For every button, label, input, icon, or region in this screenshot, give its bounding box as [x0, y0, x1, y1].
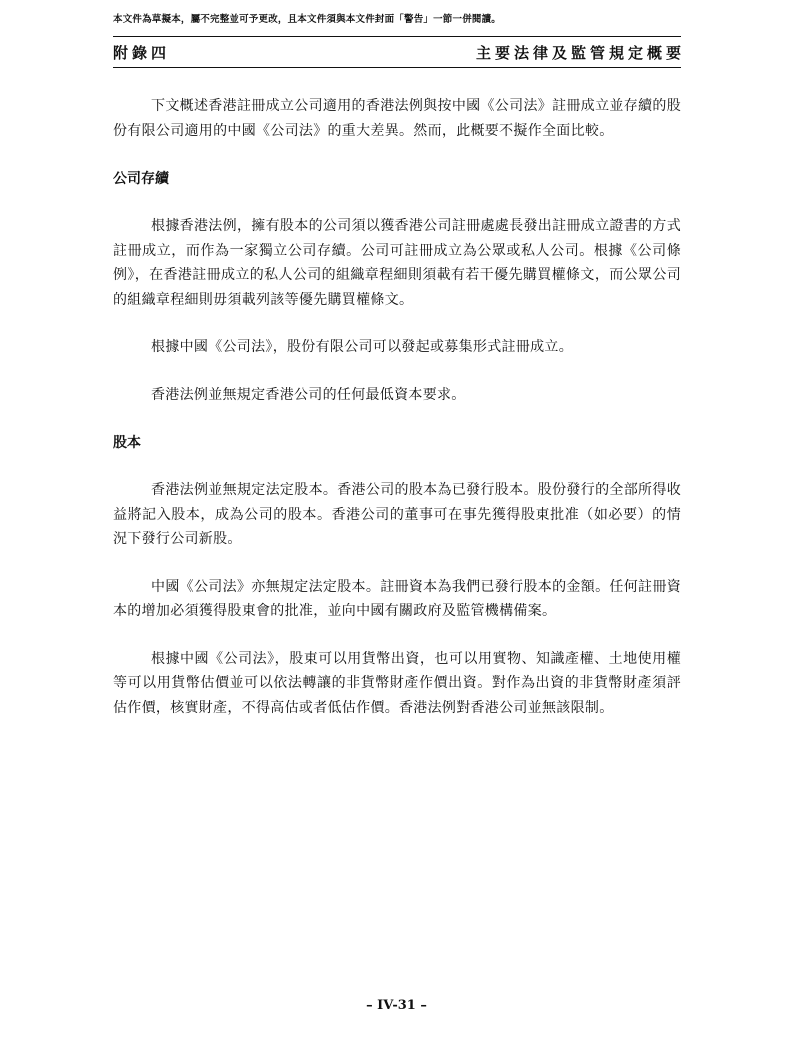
document-body: [113, 94, 681, 720]
draft-notice: 本文件為草擬本，屬不完整並可予更改，且本文件須與本文件封面「警告」一節一併閱讀。: [113, 14, 502, 25]
paragraph-company-existence-2: 根據中國《公司法》，股份有限公司可以發起或募集形式註冊成立。: [151, 339, 573, 355]
section-title-share-capital: 股本: [113, 435, 141, 451]
paragraph-share-capital-1: 香港法例並無規定法定股本。香港公司的股本為已發行股本。股份發行的全部所得收益將記入股本，成為公司的股本。香港公司的董事可在事先獲得股東批准（如必要）的情況下發行公司新股。: [113, 482, 681, 547]
paragraph-share-capital-3: 根據中國《公司法》，股東可以用貨幣出資，也可以用實物、知識產權、土地使用權等可以用貨幣估價並可以依法轉讓的非貨幣財產作價出資。對作為出資的非貨幣財產須評估作價，核實財產，不得高估或者低估作價。香港法例對香港公司並無該限制。: [113, 650, 681, 716]
paragraph-share-capital-2: 中國《公司法》亦無規定法定股本。註冊資本為我們已發行股本的金額。任何註冊資本的增加必須獲得股東會的批准，並向中國有關政府及監管機構備案。: [113, 578, 681, 619]
page-number: – IV-31 –: [366, 998, 427, 1013]
appendix-title: 附錄四: [113, 44, 171, 62]
chapter-title: 主要法律及監管規定概要: [475, 44, 685, 62]
section-title-company-existence: 公司存續: [113, 171, 169, 187]
paragraph-company-existence-1: 根據香港法例，擁有股本的公司須以獲香港公司註冊處處長發出註冊成立證書的方式註冊成立，而作為一家獨立公司存續。公司可註冊成立為公眾或私人公司。根據《公司條例》，在香港註冊成立的私人公司的組織章程細則須載有若干優先購買權條文，而公眾公司的組織章程細則毋須載列該等優先購買權條文。: [113, 218, 681, 308]
page-header: [113, 36, 685, 68]
intro-paragraph: 下文概述香港註冊成立公司適用的香港法例與按中國《公司法》註冊成立並存續的股份有限公司適用的中國《公司法》的重大差異。然而，此概要不擬作全面比較。: [113, 98, 681, 139]
paragraph-company-existence-3: 香港法例並無規定香港公司的任何最低資本要求。: [151, 386, 466, 403]
